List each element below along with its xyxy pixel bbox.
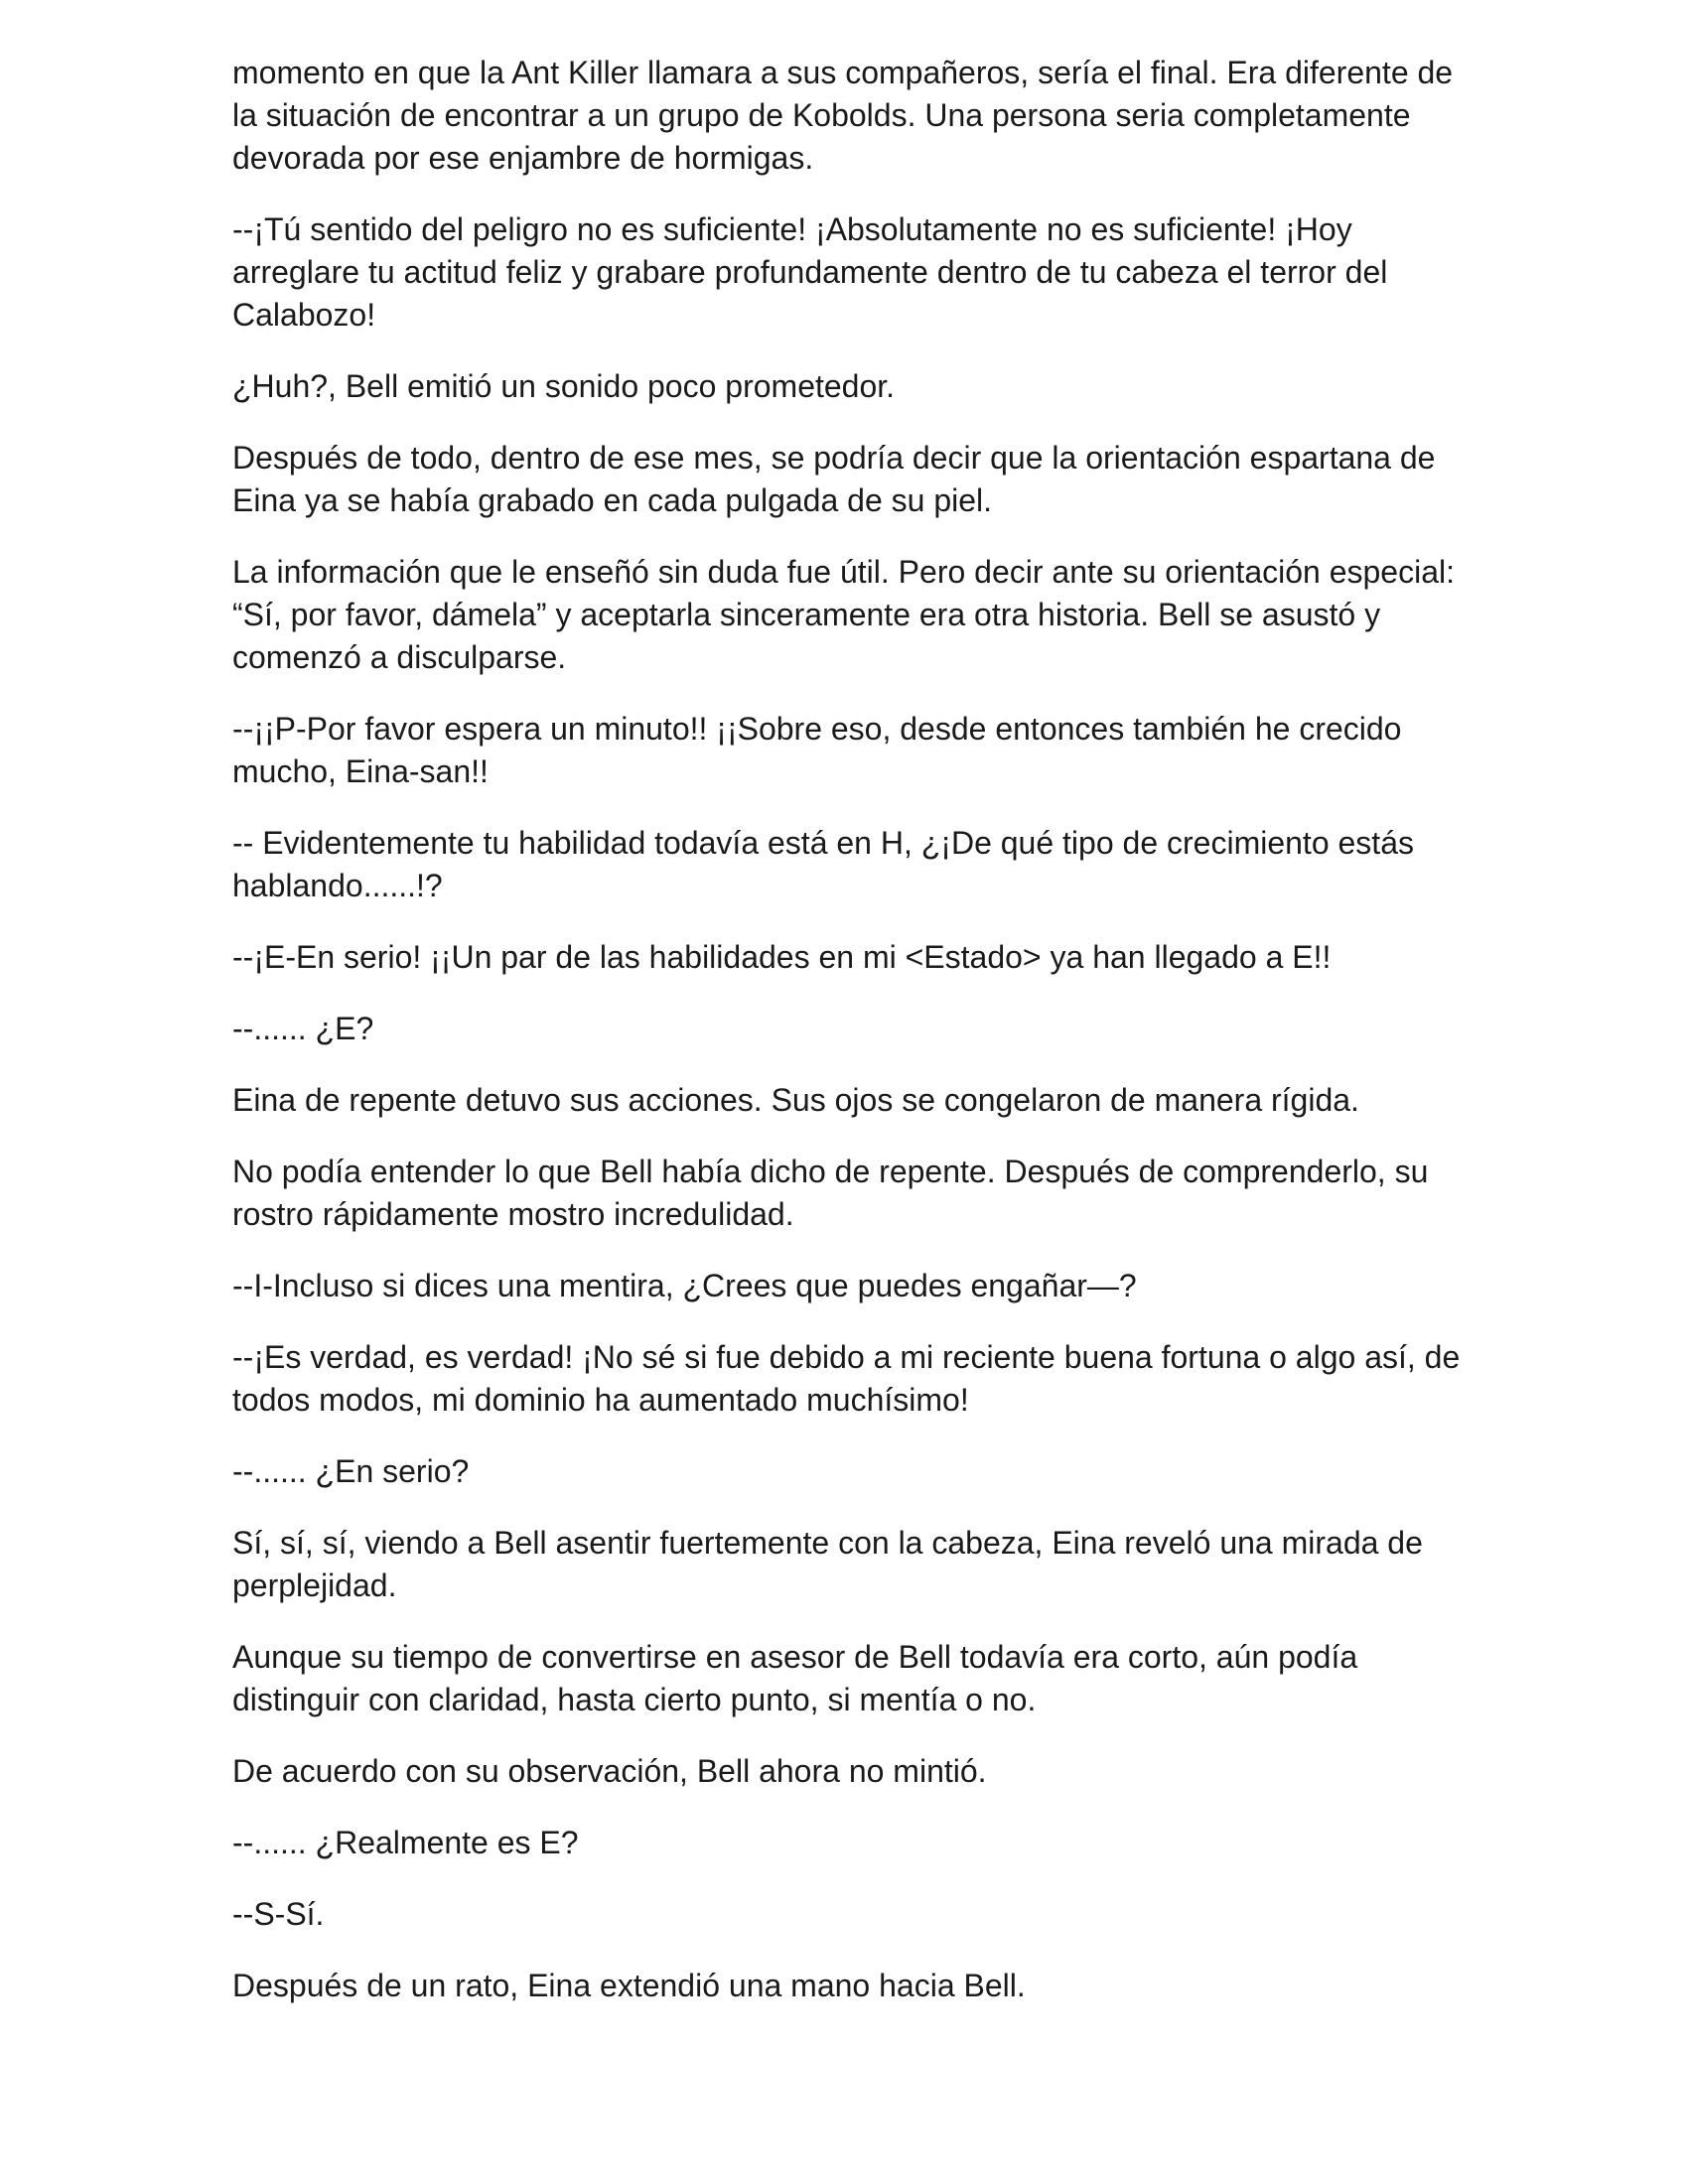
paragraph: La información que le enseñó sin duda fue útil. Pero decir ante su orientación especial: “Sí, por favor, dámela” y aceptarla sinceramente era otra historia. Bell se asustó y comenzó a disculparse. (232, 554, 1455, 675)
paragraph: Eina de repente detuvo sus acciones. Sus ojos se congelaron de manera rígida. (232, 1082, 1359, 1118)
paragraph: --¡E-En serio! ¡¡Un par de las habilidades en mi <Estado> ya han llegado a E!! (232, 939, 1332, 975)
paragraph: Después de todo, dentro de ese mes, se podría decir que la orientación espartana de Eina ya se había grabado en cada pulgada de su piel. (232, 440, 1436, 518)
paragraph: -- Evidentemente tu habilidad todavía está en H, ¿¡De qué tipo de crecimiento estás hablando......!? (232, 825, 1414, 903)
paragraph: --¡¡P-Por favor espera un minuto!! ¡¡Sobre eso, desde entonces también he crecido mucho, Eina-san!! (232, 711, 1402, 789)
paragraph: Aunque su tiempo de convertirse en asesor de Bell todavía era corto, aún podía distinguir con claridad, hasta cierto punto, si mentía o no. (232, 1639, 1358, 1717)
paragraph: Sí, sí, sí, viendo a Bell asentir fuertemente con la cabeza, Eina reveló una mirada de perplejidad. (232, 1525, 1423, 1603)
paragraph: --...... ¿Realmente es E? (232, 1825, 579, 1860)
document-page (232, 52, 1464, 2036)
paragraph: momento en que la Ant Killer llamara a sus compañeros, sería el final. Era diferente de la situación de encontrar a un grupo de Kobolds. Una persona seria completamente devorada por ese enjambre de hormigas. (232, 55, 1454, 176)
paragraph: --¡Tú sentido del peligro no es suficiente! ¡Absolutamente no es suficiente! ¡Hoy arreglare tu actitud feliz y grabare profundamente dentro de tu cabeza el terror del Calabozo! (232, 211, 1388, 333)
paragraph: Después de un rato, Eina extendió una mano hacia Bell. (232, 1968, 1026, 2003)
paragraph: --S-Sí. (232, 1896, 325, 1932)
paragraph: No podía entender lo que Bell había dicho de repente. Después de comprenderlo, su rostro rápidamente mostro incredulidad. (232, 1154, 1429, 1232)
paragraph: --...... ¿En serio? (232, 1453, 470, 1489)
paragraph: ¿Huh?, Bell emitió un sonido poco prometedor. (232, 368, 896, 404)
paragraph: --...... ¿E? (232, 1011, 374, 1046)
paragraph: De acuerdo con su observación, Bell ahora no mintió. (232, 1753, 987, 1789)
paragraph: --I-Incluso si dices una mentira, ¿Crees que puedes engañar—? (232, 1268, 1137, 1303)
paragraph: --¡Es verdad, es verdad! ¡No sé si fue debido a mi reciente buena fortuna o algo así, de todos modos, mi dominio ha aumentado muchísimo! (232, 1339, 1461, 1418)
